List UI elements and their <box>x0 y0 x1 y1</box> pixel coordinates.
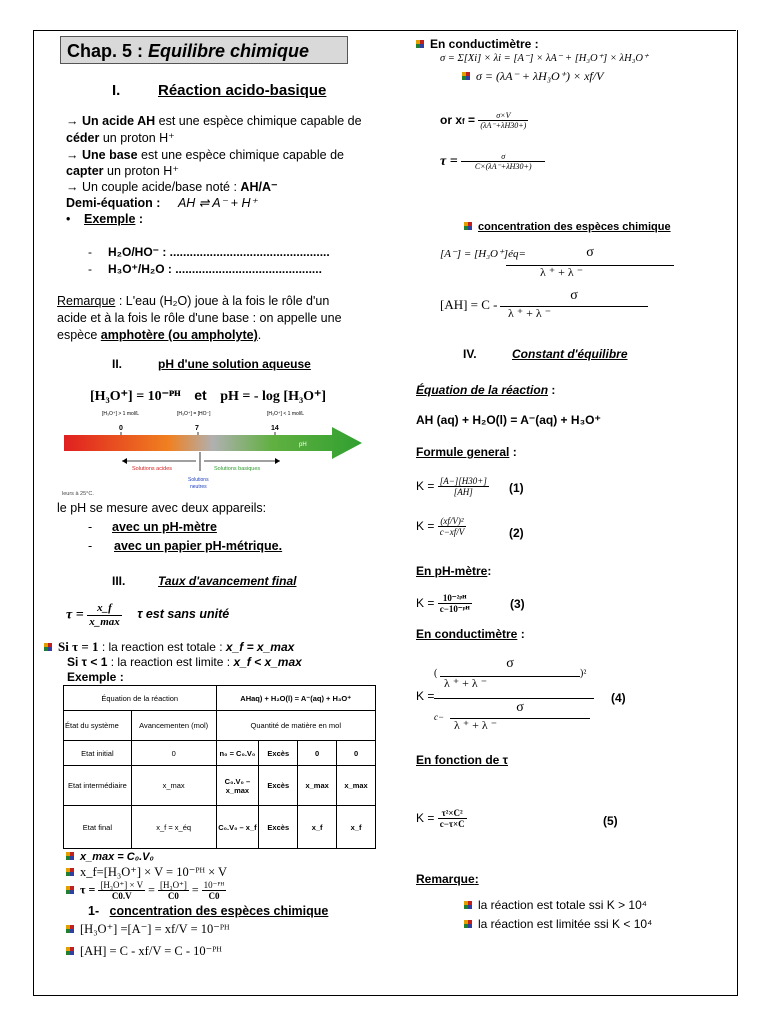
k4-squared: )² <box>580 668 587 679</box>
ah-concentration-sigma: σ <box>570 288 578 303</box>
section-2-title: pH d'une solution aqueuse <box>158 357 311 371</box>
couple-definition: → Un couple acide/base noté : AH/A⁻ <box>66 180 278 194</box>
ph-label-neutral-conc: [H₃O⁺] = [HO⁻] <box>177 411 211 417</box>
k-formula-1: K = $\frac{[A-][H30+]}{[AH]}$ <box>416 476 487 498</box>
section-3-title: Taux d'avancement final <box>158 574 297 588</box>
table-header-advancement: Avancementen (mol) <box>131 711 216 741</box>
formule-heading: Formule general : <box>416 445 517 459</box>
neutral-solutions-label-1: Solutions <box>188 477 209 483</box>
h3o-concentration: [H₃O⁺] =[A⁻] = xf/V = 10⁻ᴾᴴ <box>66 922 230 936</box>
xf-from-sigma: or xf = $\frac{\sigma\times V}{(\lambda A^-+\lambda H30+)}$ <box>440 111 527 131</box>
tau-heading: En fonction de τ <box>416 753 509 767</box>
remarque-1: Remarque : L'eau (H₂O) joue à la fois le rôle d'un <box>57 294 330 308</box>
sigma-formula: σ = Σ[Xi] × λi = [A⁻] × λA⁻ + [H₃O⁺] × λH₃O⁺ <box>440 53 649 64</box>
demi-equation-formula: AH ⇌ A⁻ + H⁺ <box>177 196 258 210</box>
k-formula-1-number: (1) <box>509 481 524 495</box>
k4-c-minus: c− <box>434 712 445 722</box>
conductimetre-heading: En conductimètre : <box>416 38 539 52</box>
temperature-note: leurs à 25°C. <box>62 491 94 497</box>
lambda-denominator: λ ⁺ + λ ⁻ <box>540 265 584 279</box>
a-concentration: [A⁻] = [H₃O⁺]éq= <box>440 248 526 260</box>
fraction-bar <box>506 265 674 266</box>
exemple-2-label: Exemple : <box>67 670 124 684</box>
section-3-number: III. <box>112 574 126 588</box>
k4-open-paren: ( <box>434 668 438 679</box>
k-formula-3: K = $\frac{\text{10⁻²ᵖᴴ}}{\text{c−10⁻ᵖᴴ}}$ <box>416 593 470 615</box>
table-row: Etat final x_f = x_éq C₀.V₀ – x_f Excès x_f x_f <box>64 806 376 849</box>
tau-definition: τ = $\frac{x\_f}{x\_\max}$ τ est sans unité <box>66 602 230 628</box>
phmetre-heading: En pH-mètre: <box>416 564 492 578</box>
section-4-title: Constant d'équilibre <box>512 347 628 361</box>
remarque-1-line3: espèce amphotère (ou ampholyte). <box>57 328 262 342</box>
basic-solutions-label: Solutions basiques <box>214 466 261 472</box>
tau-expanded: τ = $\frac{\text{[H₃O⁺] × V}}{C0.V}$ = $\frac{\text{[H₃O⁺]}}{C0}$ = $\frac{\text{10⁻ᴾᴴ}}{C0}$ <box>66 880 226 902</box>
k-formula-3-number: (3) <box>510 597 525 611</box>
lambda-denominator: λ ⁺ + λ ⁻ <box>444 676 488 690</box>
acid-definition: → Un acide AH est une espèce chimique capable de <box>66 114 362 128</box>
advancement-table <box>63 685 376 849</box>
k-formula-5: K = $\frac{\text{τ²×C²}}{c-\tau\times C}$ <box>416 808 465 830</box>
k4-sigma-den: σ <box>516 700 524 715</box>
table-header-quantity: Quantité de matière en mol <box>216 711 376 741</box>
sigma-xf-formula: σ = (λA⁻ + λH₃O⁺) × xf/V <box>462 70 603 84</box>
lambda-denominator: λ ⁺ + λ ⁻ <box>508 306 552 320</box>
section-4-number: IV. <box>463 347 477 361</box>
table-header-state: État du système <box>64 711 132 741</box>
xf-formula: x_f=[H₃O⁺] × V = 10⁻ᴾᴴ × V <box>66 865 227 879</box>
subsection-concentration: 1- concentration des espèces chimique <box>88 904 329 918</box>
demi-equation: Demi-équation : AH ⇌ A⁻ + H⁺ <box>66 196 258 210</box>
ph-formula: [H₃O⁺] = 10⁻ᴾᴴ et pH = - log [H₃O⁺] <box>90 387 327 404</box>
acid-definition-2: céder un proton H⁺ <box>66 131 175 145</box>
fraction-bar-main <box>434 698 594 699</box>
table-equation: AHaq) + H₂O(l) = A⁻(aq) + H₃O⁺ <box>216 686 376 711</box>
table-row: Etat initial 0 n₀ = C₀.V₀ Excès 0 0 <box>64 741 376 766</box>
acid-solutions-label: Solutions acides <box>132 466 173 472</box>
xmax-formula: x_max = C₀.V₀ <box>66 851 154 864</box>
k-formula-2: K = $\frac{\text{(xf/V)²}}{c-xf/V}$ <box>416 516 465 538</box>
exemple-item: - H₃O⁺/H₂O : ............................................ <box>88 262 322 276</box>
ph-gradient-arrow <box>64 427 362 459</box>
ph-measure-item: - avec un pH-mètre <box>88 520 217 534</box>
base-definition: → Une base est une espèce chimique capable de <box>66 148 344 162</box>
chapter-number: Chap. 5 : <box>67 41 149 61</box>
a-concentration-sigma: σ <box>586 245 594 260</box>
tau-conductimetre: τ = $\frac{\sigma}{C\times(\lambda A^-+\lambda H30+)}$ <box>440 152 545 171</box>
remarque-1-line2: acide et à la fois le rôle d'une base : on appelle une <box>57 311 342 325</box>
ah-concentration: [AH] = C - xf/V = C - 10⁻ᴾᴴ <box>66 944 222 958</box>
concentration-heading: concentration des espèces chimique <box>464 221 671 234</box>
k-formula-5-number: (5) <box>603 814 618 828</box>
tau-limited-case: Si τ < 1 : la reaction est limite : x_f < x_max <box>67 655 302 669</box>
k4-sigma-num: σ <box>506 656 514 671</box>
ph-tick-14: 14 <box>271 425 279 432</box>
base-definition-2: capter un proton H⁺ <box>66 164 179 178</box>
exemple-item: - H₂O/HO⁻ : ................................................ <box>88 245 330 259</box>
section-1-number: I. <box>112 82 121 99</box>
tau-total-case: Si τ = 1 : la reaction est totale : x_f = x_max <box>44 640 294 655</box>
section-2-number: II. <box>112 357 123 371</box>
ph-tick-0: 0 <box>119 425 123 432</box>
ph-arrow-label: pH <box>299 442 307 448</box>
chapter-title <box>60 36 348 64</box>
reaction-equation: AH (aq) + H₂O(l) = A⁻(aq) + H₃O⁺ <box>416 413 601 427</box>
ph-scale-diagram <box>62 405 364 497</box>
k-formula-4-number: (4) <box>611 691 626 705</box>
lambda-denominator: λ ⁺ + λ ⁻ <box>454 718 498 732</box>
chapter-name: Equilibre chimique <box>148 41 310 61</box>
remarque-total: la réaction est totale ssi K > 10⁴ <box>464 899 647 913</box>
remarque-2-heading: Remarque: <box>416 872 479 886</box>
k-formula-2-number: (2) <box>509 526 524 540</box>
table-header-equation: Équation de la réaction <box>64 686 217 711</box>
ph-measure-item: - avec un papier pH-métrique. <box>88 539 283 553</box>
section-1-title: Réaction acido-basique <box>158 82 327 99</box>
table-row: Etat intermédiaire x_max C₀.V₀ – x_max Excès x_max x_max <box>64 766 376 806</box>
conductimetre-2-heading: En conductimètre : <box>416 627 525 641</box>
ph-label-acid-conc: [H₃O⁺] > 1 mol/L <box>102 411 140 417</box>
k-formula-4-label: K = <box>416 689 435 703</box>
ah-concentration-right: [AH] = C - <box>440 297 498 312</box>
ph-tick-7: 7 <box>195 425 199 432</box>
equation-heading: Équation de la réaction : <box>416 383 556 397</box>
remarque-limited: la réaction est limitée ssi K < 10⁴ <box>464 918 652 932</box>
exemple-heading: • Exemple : <box>66 212 144 226</box>
ph-measure-intro: le pH se mesure avec deux appareils: <box>57 501 267 515</box>
ph-label-base-conc: [H₃O⁺] < 1 mol/L <box>267 411 305 417</box>
neutral-solutions-label-2: neutres <box>190 484 207 490</box>
